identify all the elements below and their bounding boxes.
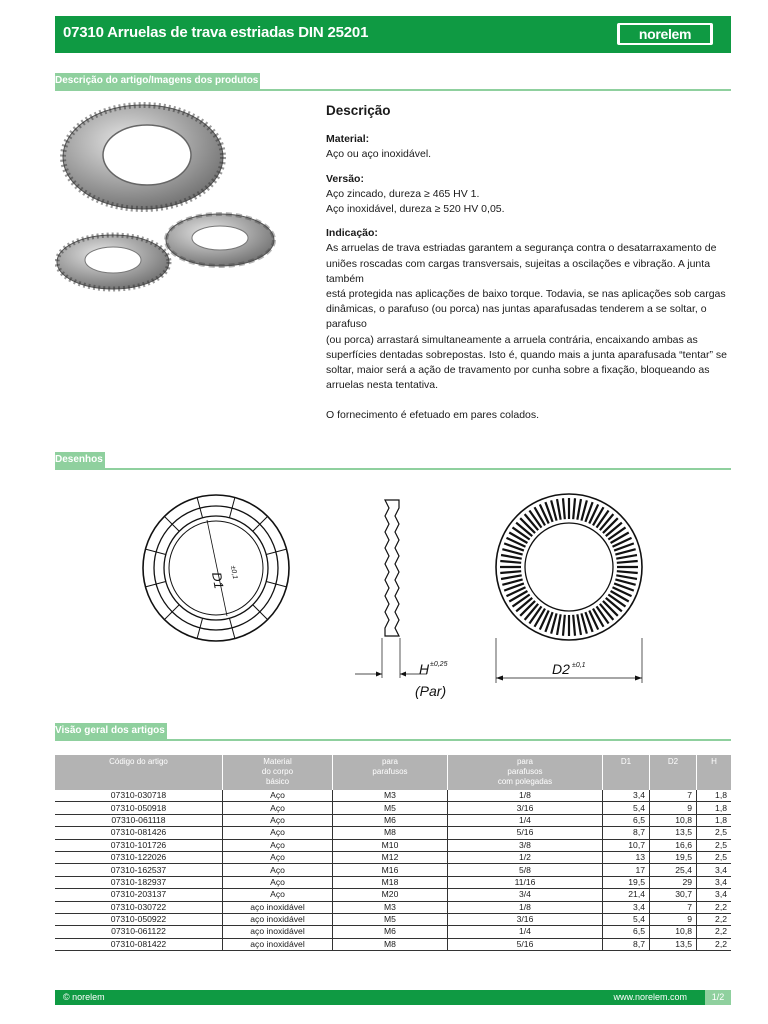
cell-h: 3,4 — [697, 876, 732, 888]
cell-screw: M6 — [333, 814, 448, 826]
cell-d1: 3,4 — [603, 790, 650, 802]
norelem-logo — [617, 23, 713, 45]
cell-d2: 13,5 — [650, 827, 697, 839]
col-header-code: Código do artigo — [55, 755, 223, 790]
cell-material: Aço — [223, 790, 333, 802]
table-row — [55, 839, 731, 851]
cell-code: 07310-081422 — [55, 938, 223, 950]
indication-paragraph: As arruelas de trava estriadas garantem a segurança contra o desatarraxamento de uniões roscadas com cargas transversais, sujeitas a oscilações e vibração. A junta também — [326, 242, 717, 285]
section-label: Descrição do artigo/Imagens dos produtos — [55, 73, 260, 89]
col-header-h: H — [697, 755, 732, 790]
col-header-screw-inch: para parafusos com polegadas — [448, 755, 603, 790]
section-rule — [55, 89, 731, 91]
cell-code: 07310-050922 — [55, 913, 223, 925]
table-row — [55, 851, 731, 863]
cell-code: 07310-061118 — [55, 814, 223, 826]
table-row — [55, 790, 731, 802]
col-header-d2: D2 — [650, 755, 697, 790]
side-view-drawing — [355, 500, 427, 678]
cell-h: 2,2 — [697, 913, 732, 925]
table-row — [55, 864, 731, 876]
cell-code: 07310-030718 — [55, 790, 223, 802]
cell-screw: M18 — [333, 876, 448, 888]
cell-d1: 6,5 — [603, 926, 650, 938]
cell-inch: 3/16 — [448, 802, 603, 814]
cell-d2: 19,5 — [650, 851, 697, 863]
cell-d2: 16,6 — [650, 839, 697, 851]
cell-h: 2,2 — [697, 901, 732, 913]
cell-material: aço inoxidável — [223, 913, 333, 925]
cell-screw: M16 — [333, 864, 448, 876]
rear-view-drawing — [496, 494, 642, 683]
cell-material: Aço — [223, 827, 333, 839]
version-line-2: Aço inoxidável, dureza ≥ 520 HV 0,05. — [326, 203, 505, 216]
cell-h: 2,2 — [697, 938, 732, 950]
cell-inch: 1/4 — [448, 814, 603, 826]
cell-inch: 1/8 — [448, 790, 603, 802]
table-row — [55, 827, 731, 839]
cell-d1: 19,5 — [603, 876, 650, 888]
cell-d2: 25,4 — [650, 864, 697, 876]
cell-d1: 10,7 — [603, 839, 650, 851]
cell-screw: M3 — [333, 901, 448, 913]
table-row — [55, 926, 731, 938]
cell-code: 07310-081426 — [55, 827, 223, 839]
cell-screw: M6 — [333, 926, 448, 938]
material-text: Aço ou aço inoxidável. — [326, 148, 432, 161]
table-header-row — [55, 755, 731, 790]
cell-inch: 11/16 — [448, 876, 603, 888]
supply-note: O fornecimento é efetuado em pares colados. — [326, 409, 540, 422]
cell-d2: 9 — [650, 802, 697, 814]
table-row — [55, 938, 731, 950]
indication-paragraph: (ou porca) arrastará simultaneamente a arruela contrária, encaixando ambas as superfícies dentadas sobrepostas. Isto é, quando mais a junta aparafusada “tentar” se soltar, maior será a ação de travamento por cunha sobre a fixação, bloqueando as arruelas nesta tentativa. — [326, 333, 727, 392]
articles-table — [55, 755, 731, 951]
cell-d1: 13 — [603, 851, 650, 863]
footer-copyright: © norelem — [63, 992, 105, 1002]
page-number: 1/2 — [705, 990, 731, 1005]
cell-d2: 7 — [650, 790, 697, 802]
cell-d2: 13,5 — [650, 938, 697, 950]
table-row — [55, 913, 731, 925]
cell-screw: M5 — [333, 802, 448, 814]
cell-screw: M8 — [333, 938, 448, 950]
footer-bar — [55, 990, 731, 1005]
cell-material: aço inoxidável — [223, 926, 333, 938]
cell-code: 07310-050918 — [55, 802, 223, 814]
cell-h: 1,8 — [697, 790, 732, 802]
small-washer-right-image — [166, 214, 274, 266]
table-row — [55, 889, 731, 901]
footer-website-link[interactable]: www.norelem.com — [613, 992, 687, 1002]
version-line-1: Aço zincado, dureza ≥ 465 HV 1. — [326, 187, 480, 200]
cell-inch: 1/8 — [448, 901, 603, 913]
cell-code: 07310-203137 — [55, 889, 223, 901]
cell-d2: 10,8 — [650, 926, 697, 938]
d2-label: D2 — [552, 661, 570, 677]
description-heading: Descrição — [326, 103, 391, 118]
table-row — [55, 802, 731, 814]
section-label: Desenhos — [55, 452, 105, 468]
cell-d2: 29 — [650, 876, 697, 888]
version-label: Versão: — [326, 172, 364, 185]
col-header-screw: para parafusos — [333, 755, 448, 790]
section-rule — [55, 739, 731, 741]
h-label: H — [419, 661, 430, 677]
page-title: 07310 Arruelas de trava estriadas DIN 25201 — [63, 24, 369, 41]
cell-material: Aço — [223, 839, 333, 851]
cell-d2: 9 — [650, 913, 697, 925]
cell-inch: 3/4 — [448, 889, 603, 901]
large-washer-image — [63, 105, 223, 209]
small-washer-left-image — [57, 235, 169, 289]
section-overview — [55, 723, 731, 741]
cell-d1: 17 — [603, 864, 650, 876]
d1-label: D1 — [209, 570, 227, 590]
section-rule — [55, 468, 731, 470]
h-tolerance: ±0,25 — [430, 661, 448, 668]
cell-h: 2,5 — [697, 827, 732, 839]
col-header-material: Material do corpo básico — [223, 755, 333, 790]
cell-material: Aço — [223, 851, 333, 863]
cell-inch: 5/8 — [448, 864, 603, 876]
indication-paragraph: está protegida nas aplicações de baixo torque. Todavia, se nas aplicações sob cargas dinâmicas, o parafuso (ou porca) nas juntas aparafusadas tenderem a se soltar, o parafuso — [326, 288, 726, 331]
material-label: Material: — [326, 133, 370, 146]
cell-material: Aço — [223, 876, 333, 888]
cell-screw: M5 — [333, 913, 448, 925]
cell-code: 07310-061122 — [55, 926, 223, 938]
cell-material: aço inoxidável — [223, 938, 333, 950]
cell-inch: 5/16 — [448, 827, 603, 839]
cell-inch: 3/8 — [448, 839, 603, 851]
cell-h: 2,5 — [697, 851, 732, 863]
cell-h: 3,4 — [697, 889, 732, 901]
cell-d1: 6,5 — [603, 814, 650, 826]
table-row — [55, 876, 731, 888]
cell-material: Aço — [223, 864, 333, 876]
cell-d1: 5,4 — [603, 802, 650, 814]
indication-label: Indicação: — [326, 227, 378, 240]
cell-h: 1,8 — [697, 814, 732, 826]
cell-inch: 1/4 — [448, 926, 603, 938]
section-drawings — [55, 452, 731, 470]
cell-material: Aço — [223, 814, 333, 826]
cell-h: 3,4 — [697, 864, 732, 876]
cell-screw: M20 — [333, 889, 448, 901]
section-label: Visão geral dos artigos — [55, 723, 167, 739]
cell-code: 07310-162537 — [55, 864, 223, 876]
pair-label: (Par) — [415, 683, 447, 699]
cell-h: 2,2 — [697, 926, 732, 938]
d1-tolerance: ±0,1 — [229, 565, 239, 580]
col-header-d1: D1 — [603, 755, 650, 790]
product-photo — [55, 100, 280, 300]
cell-inch: 5/16 — [448, 938, 603, 950]
cell-inch: 3/16 — [448, 913, 603, 925]
cell-code: 07310-101726 — [55, 839, 223, 851]
header-bar — [55, 16, 731, 53]
cell-screw: M3 — [333, 790, 448, 802]
cell-screw: M10 — [333, 839, 448, 851]
cell-d1: 21,4 — [603, 889, 650, 901]
cell-code: 07310-122026 — [55, 851, 223, 863]
section-description-images — [55, 73, 731, 91]
cell-screw: M12 — [333, 851, 448, 863]
cell-d2: 10,8 — [650, 814, 697, 826]
cell-h: 2,5 — [697, 839, 732, 851]
table-row — [55, 814, 731, 826]
cell-screw: M8 — [333, 827, 448, 839]
table-row — [55, 901, 731, 913]
d2-tolerance: ±0,1 — [572, 662, 586, 669]
logo-text: norelem — [620, 25, 710, 43]
cell-h: 1,8 — [697, 802, 732, 814]
cell-code: 07310-030722 — [55, 901, 223, 913]
cell-material: Aço — [223, 802, 333, 814]
technical-drawings — [55, 478, 731, 708]
cell-d1: 5,4 — [603, 913, 650, 925]
cell-inch: 1/2 — [448, 851, 603, 863]
cell-code: 07310-182937 — [55, 876, 223, 888]
cell-d1: 8,7 — [603, 938, 650, 950]
cell-material: aço inoxidável — [223, 901, 333, 913]
cell-material: Aço — [223, 889, 333, 901]
front-view-drawing — [143, 495, 289, 641]
cell-d1: 8,7 — [603, 827, 650, 839]
cell-d2: 30,7 — [650, 889, 697, 901]
cell-d2: 7 — [650, 901, 697, 913]
cell-d1: 3,4 — [603, 901, 650, 913]
description-block — [326, 103, 736, 424]
